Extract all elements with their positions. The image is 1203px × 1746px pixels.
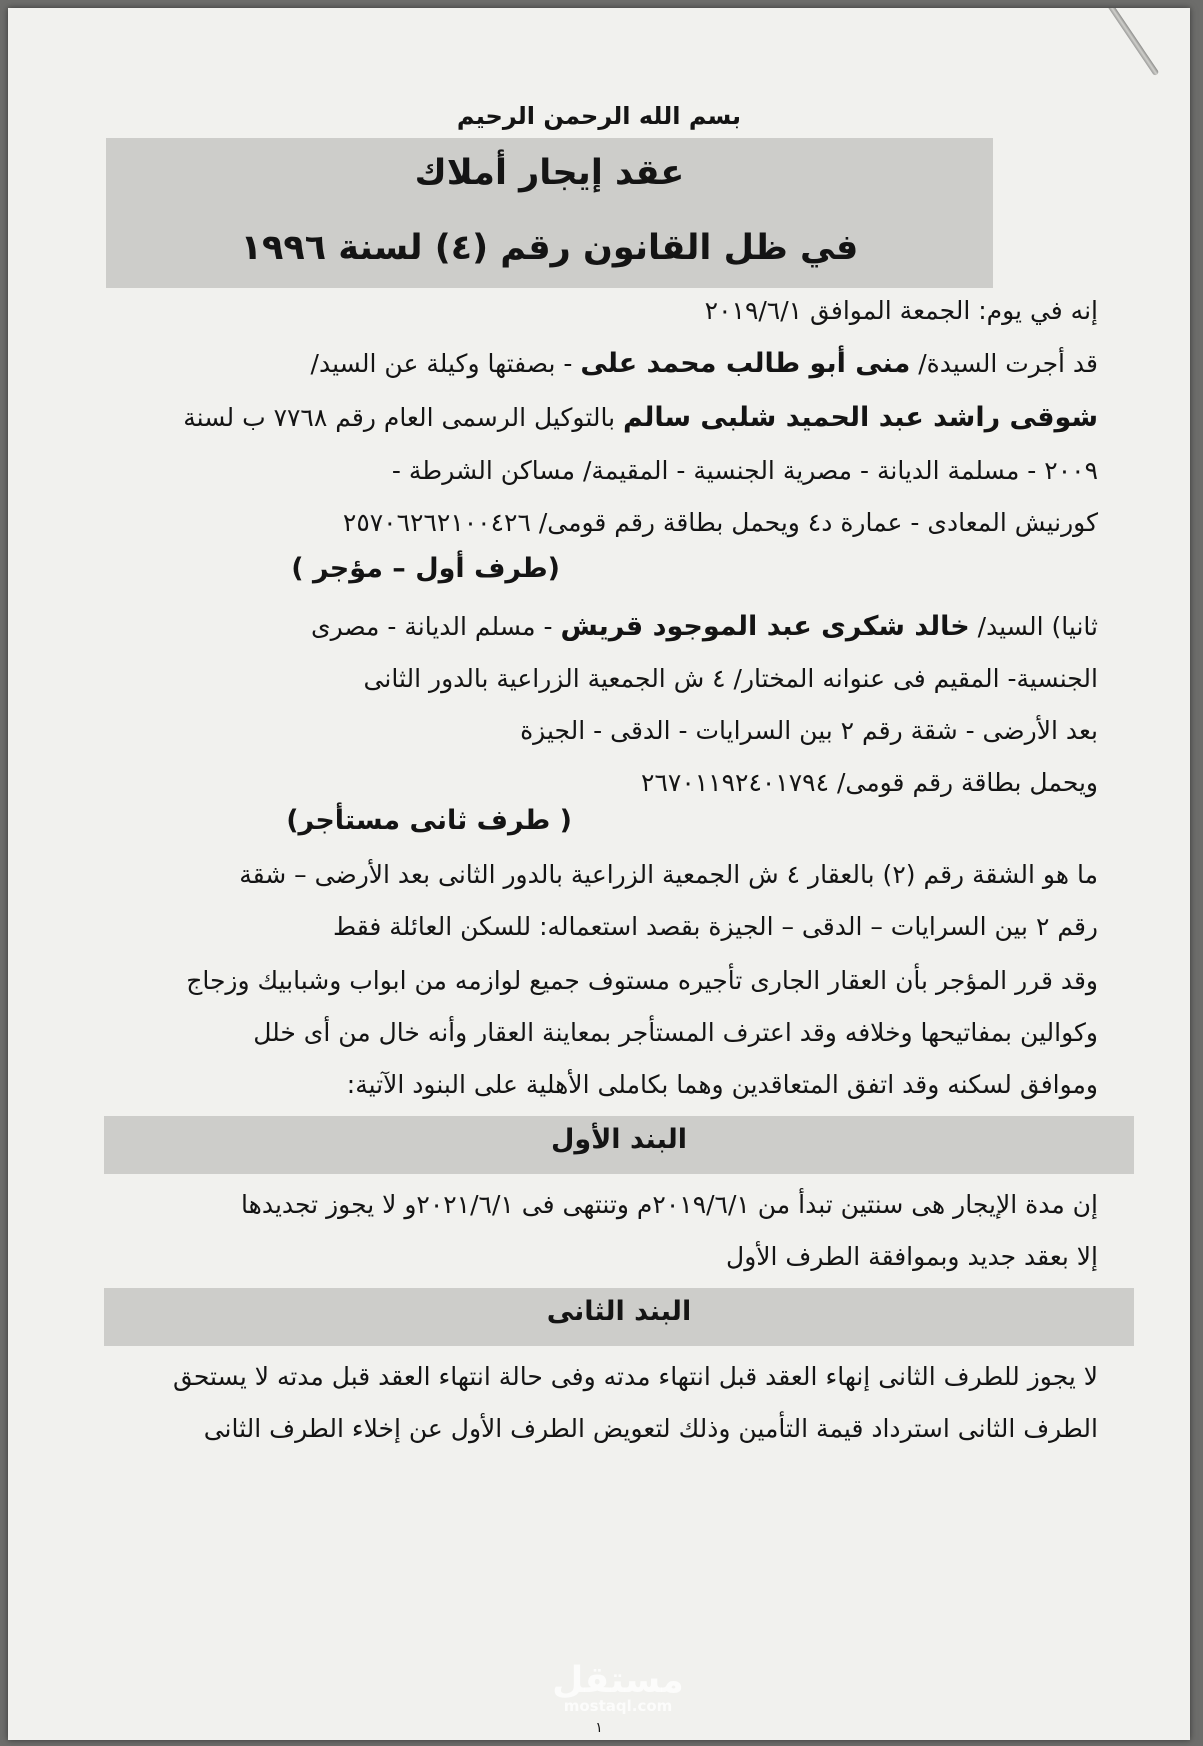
clause-2-title: البند الثانى xyxy=(546,1296,692,1327)
basmala: بسم الله الرحمن الرحيم xyxy=(456,102,742,130)
clause-1-line-1: إن مدة الإيجار هى سنتين تبدأ من ٢٠١٩/٦/١م وتنتهى فى ٢٠٢١/٦/١و لا يجوز تجديدها xyxy=(241,1190,1098,1219)
contract-subtitle: في ظل القانون رقم (٤) لسنة ١٩٩٦ xyxy=(240,228,859,268)
tenant-line-4: ويحمل بطاقة رقم قومى/ ٢٦٧٠١١٩٢٤٠١٧٩٤ xyxy=(641,768,1098,797)
staple xyxy=(1103,8,1159,76)
page-number: ١ xyxy=(595,1720,603,1736)
mostaql-watermark: مستقل mostaql.com xyxy=(552,1660,684,1715)
property-line-4: وكوالين بمفاتيحها وخلافه وقد اعترف المستأجر بمعاينة العقار وأنه خال من أى خلل xyxy=(253,1018,1098,1047)
clause-1-title: البند الأول xyxy=(550,1124,687,1155)
tenant-line-1: ثانيا) السيد/ خالد شكرى عبد الموجود قريش - مسلم الديانة - مصرى xyxy=(311,611,1098,642)
tenant-line-3: بعد الأرضى - شقة رقم ٢ بين السرايات - الدقى - الجيزة xyxy=(520,716,1098,745)
party-two-label: ( طرف ثانى مستأجر) xyxy=(286,805,572,836)
property-line-1: ما هو الشقة رقم (٢) بالعقار ٤ ش الجمعية الزراعية بالدور الثانى بعد الأرضى – شقة xyxy=(239,860,1098,889)
property-line-5: وموافق لسكنه وقد اتفق المتعاقدين وهما بكاملى الأهلية على البنود الآتية: xyxy=(346,1070,1098,1099)
agent-name: منى أبو طالب محمد على xyxy=(580,348,911,379)
landlord-line-1: قد أجرت السيدة/ منى أبو طالب محمد على - بصفتها وكيلة عن السيد/ xyxy=(310,348,1098,379)
landlord-line-4: كورنيش المعادى - عمارة د٤ ويحمل بطاقة رقم قومى/ ٢٥٧٠٦٢٦٢١٠٠٤٢٦ xyxy=(342,508,1098,537)
property-line-2: رقم ٢ بين السرايات – الدقى – الجيزة بقصد استعماله: للسكن العائلة فقط xyxy=(333,912,1098,941)
clause-2-line-2: الطرف الثانى استرداد قيمة التأمين وذلك لتعويض الطرف الأول عن إخلاء الطرف الثانى xyxy=(203,1414,1098,1443)
clause-1-line-2: إلا بعقد جديد وبموافقة الطرف الأول xyxy=(726,1242,1098,1271)
landlord-name: شوقى راشد عبد الحميد شلبى سالم xyxy=(623,402,1098,433)
tenant-line-2: الجنسية- المقيم فى عنوانه المختار/ ٤ ش الجمعية الزراعية بالدور الثانى xyxy=(363,664,1098,693)
clause-2-line-1: لا يجوز للطرف الثانى إنهاء العقد قبل انتهاء مدته وفى حالة انتهاء العقد قبل مدته لا يستحق xyxy=(173,1362,1098,1391)
property-line-3: وقد قرر المؤجر بأن العقار الجارى تأجيره مستوف جميع لوازمه من ابواب وشبابيك وزجاج xyxy=(186,966,1098,995)
tenant-name: خالد شكرى عبد الموجود قريش xyxy=(560,611,970,642)
party-one-label: (طرف أول – مؤجر ) xyxy=(291,553,560,584)
date-line: إنه في يوم: الجمعة الموافق ٢٠١٩/٦/١ xyxy=(704,296,1098,325)
landlord-line-2: شوقى راشد عبد الحميد شلبى سالم بالتوكيل الرسمى العام رقم ٧٧٦٨ ب لسنة xyxy=(183,402,1098,433)
contract-title: عقد إيجار أملاك xyxy=(414,153,685,193)
contract-page xyxy=(8,8,1190,1740)
landlord-line-3: ٢٠٠٩ - مسلمة الديانة - مصرية الجنسية - المقيمة/ مساكن الشرطة - xyxy=(391,456,1098,485)
